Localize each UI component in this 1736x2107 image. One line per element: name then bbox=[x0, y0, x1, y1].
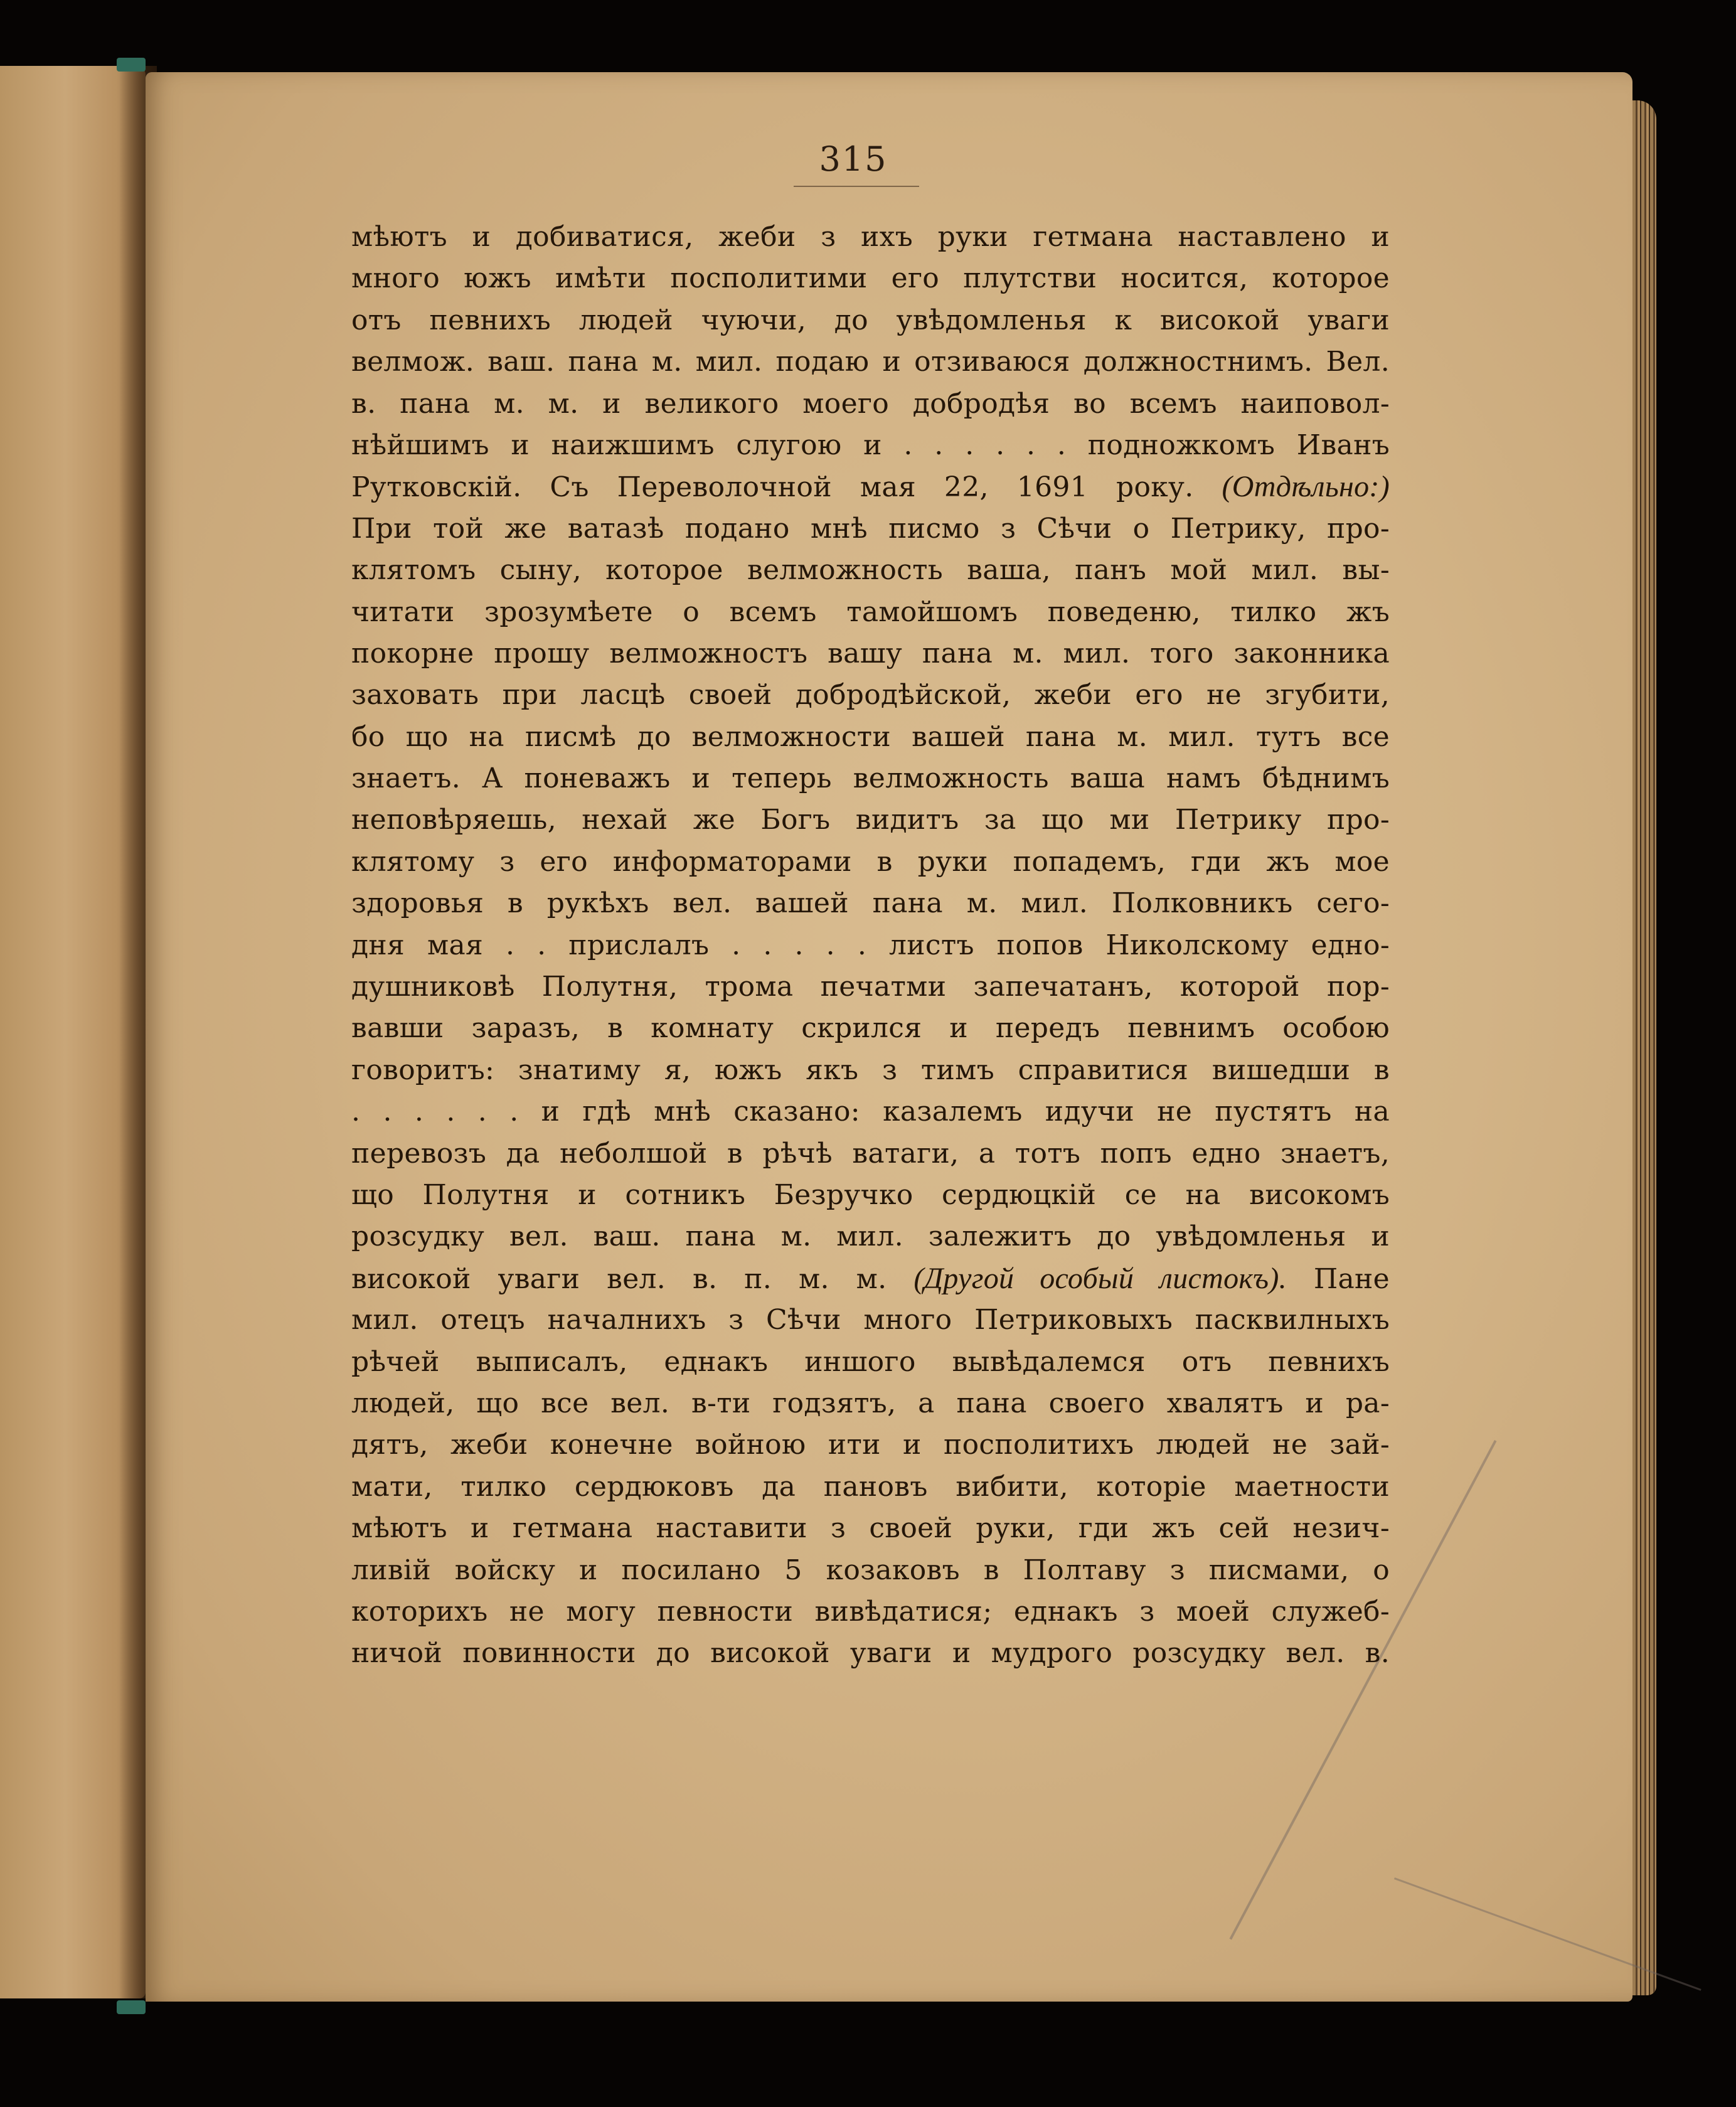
text-line: знаетъ. А поневажъ и теперь велможность ваша намъ бѣднимъ bbox=[351, 762, 1390, 795]
text-line: которихъ не могу певности вивѣдатися; еднакъ з моей служеб- bbox=[351, 1595, 1390, 1628]
text-line: При той же ватазѣ подано мнѣ писмо з Сѣчи о Петрику, про- bbox=[351, 512, 1390, 545]
text-line: розсудку вел. ваш. пана м. мил. залежитъ до увѣдомленья и bbox=[351, 1220, 1390, 1253]
text-line: велмож. ваш. пана м. мил. подаю и отзиваюся должностнимъ. Вел. bbox=[351, 346, 1390, 378]
text-line: . . . . . . и гдѣ мнѣ сказано: казалемъ идучи не пустятъ на bbox=[351, 1096, 1390, 1128]
text-line-roman-after: Пане bbox=[1313, 1262, 1390, 1295]
binding-thread-top bbox=[117, 58, 146, 72]
text-line: клятомъ сыну, которое велможность ваша, панъ мой мил. вы- bbox=[351, 554, 1390, 587]
page-number-underline bbox=[794, 186, 919, 187]
text-line: вавши заразъ, в комнату скрился и передъ певнимъ особою bbox=[351, 1012, 1390, 1045]
text-line: нѣйшимъ и наижшимъ слугою и . . . . . . подножкомъ Иванъ bbox=[351, 429, 1390, 461]
text-line-roman: Рутковскій. Съ Переволочной мая 22, 1691 року. bbox=[351, 471, 1194, 504]
text-line: заховать при ласцѣ своей добродѣйской, жеби его не згубити, bbox=[351, 679, 1390, 712]
text-line: мѣютъ и гетмана наставити з своей руки, гди жъ сей незич- bbox=[351, 1512, 1390, 1545]
page-number: 315 bbox=[819, 139, 888, 179]
text-line: дня мая . . прислалъ . . . . . листъ попов Николскому едно- bbox=[351, 929, 1390, 961]
text-line: дятъ, жеби конечне войною ити и посполитихъ людей не зай- bbox=[351, 1429, 1390, 1461]
text-line: що Полутня и сотникъ Безручко сердюцкій се на високомъ bbox=[351, 1178, 1390, 1211]
text-line: ничой повинности до високой уваги и мудрого розсудку вел. в. bbox=[351, 1637, 1390, 1670]
text-line: здоровья в рукѣхъ вел. вашей пана м. мил. Полковникъ сего- bbox=[351, 887, 1390, 920]
text-line: мил. отецъ началнихъ з Сѣчи много Петриковыхъ пасквилныхъ bbox=[351, 1304, 1390, 1336]
text-line: отъ певнихъ людей чуючи, до увѣдомленья к високой уваги bbox=[351, 304, 1390, 336]
italic-annotation: (Отдѣльно:) bbox=[1222, 470, 1390, 504]
text-line: клятому з его информаторами в руки попадемъ, гди жъ мое bbox=[351, 845, 1390, 878]
text-line bbox=[351, 1258, 1390, 1299]
text-line: бо що на писмѣ до велможности вашей пана м. мил. тутъ все bbox=[351, 720, 1390, 753]
text-line: ливій войску и посилано 5 козаковъ в Полтаву з писмами, о bbox=[351, 1554, 1390, 1586]
binding-thread-bottom bbox=[117, 2000, 146, 2014]
text-line-roman: високой уваги вел. в. п. м. м. bbox=[351, 1262, 887, 1295]
text-line bbox=[351, 466, 1390, 508]
text-line: читати зрозумѣете о всемъ тамойшомъ поведеню, тилко жъ bbox=[351, 595, 1390, 628]
text-line: неповѣряешь, нехай же Богъ видитъ за що ми Петрику про- bbox=[351, 804, 1390, 836]
text-line: мѣютъ и добиватися, жеби з ихъ руки гетмана наставлено и bbox=[351, 221, 1390, 253]
text-line: мати, тилко сердюковъ да пановъ вибити, которіе маетности bbox=[351, 1470, 1390, 1503]
text-line: душниковѣ Полутня, трома печатми запечатанъ, которой пор- bbox=[351, 971, 1390, 1003]
text-line: много южъ имѣти посполитими его плутстви носится, которое bbox=[351, 262, 1390, 295]
page-body-text bbox=[351, 216, 1390, 1675]
text-line: перевозъ да неболшой в рѣчѣ ватаги, а тотъ попъ едно знаетъ, bbox=[351, 1137, 1390, 1170]
text-line: говоритъ: знатиму я, южъ якъ з тимъ справитися вишедши в bbox=[351, 1054, 1390, 1086]
text-line: людей, що все вел. в-ти годзятъ, а пана своего хвалятъ и ра- bbox=[351, 1387, 1390, 1419]
italic-annotation: (Другой особый листокъ). bbox=[913, 1261, 1287, 1295]
text-line: покорне прошу велможностъ вашу пана м. мил. того законника bbox=[351, 637, 1390, 669]
text-line: рѣчей выписалъ, еднакъ иншого вывѣдалемся отъ певнихъ bbox=[351, 1345, 1390, 1378]
text-line: в. пана м. м. и великого моего добродѣя во всемъ наиповол- bbox=[351, 387, 1390, 420]
